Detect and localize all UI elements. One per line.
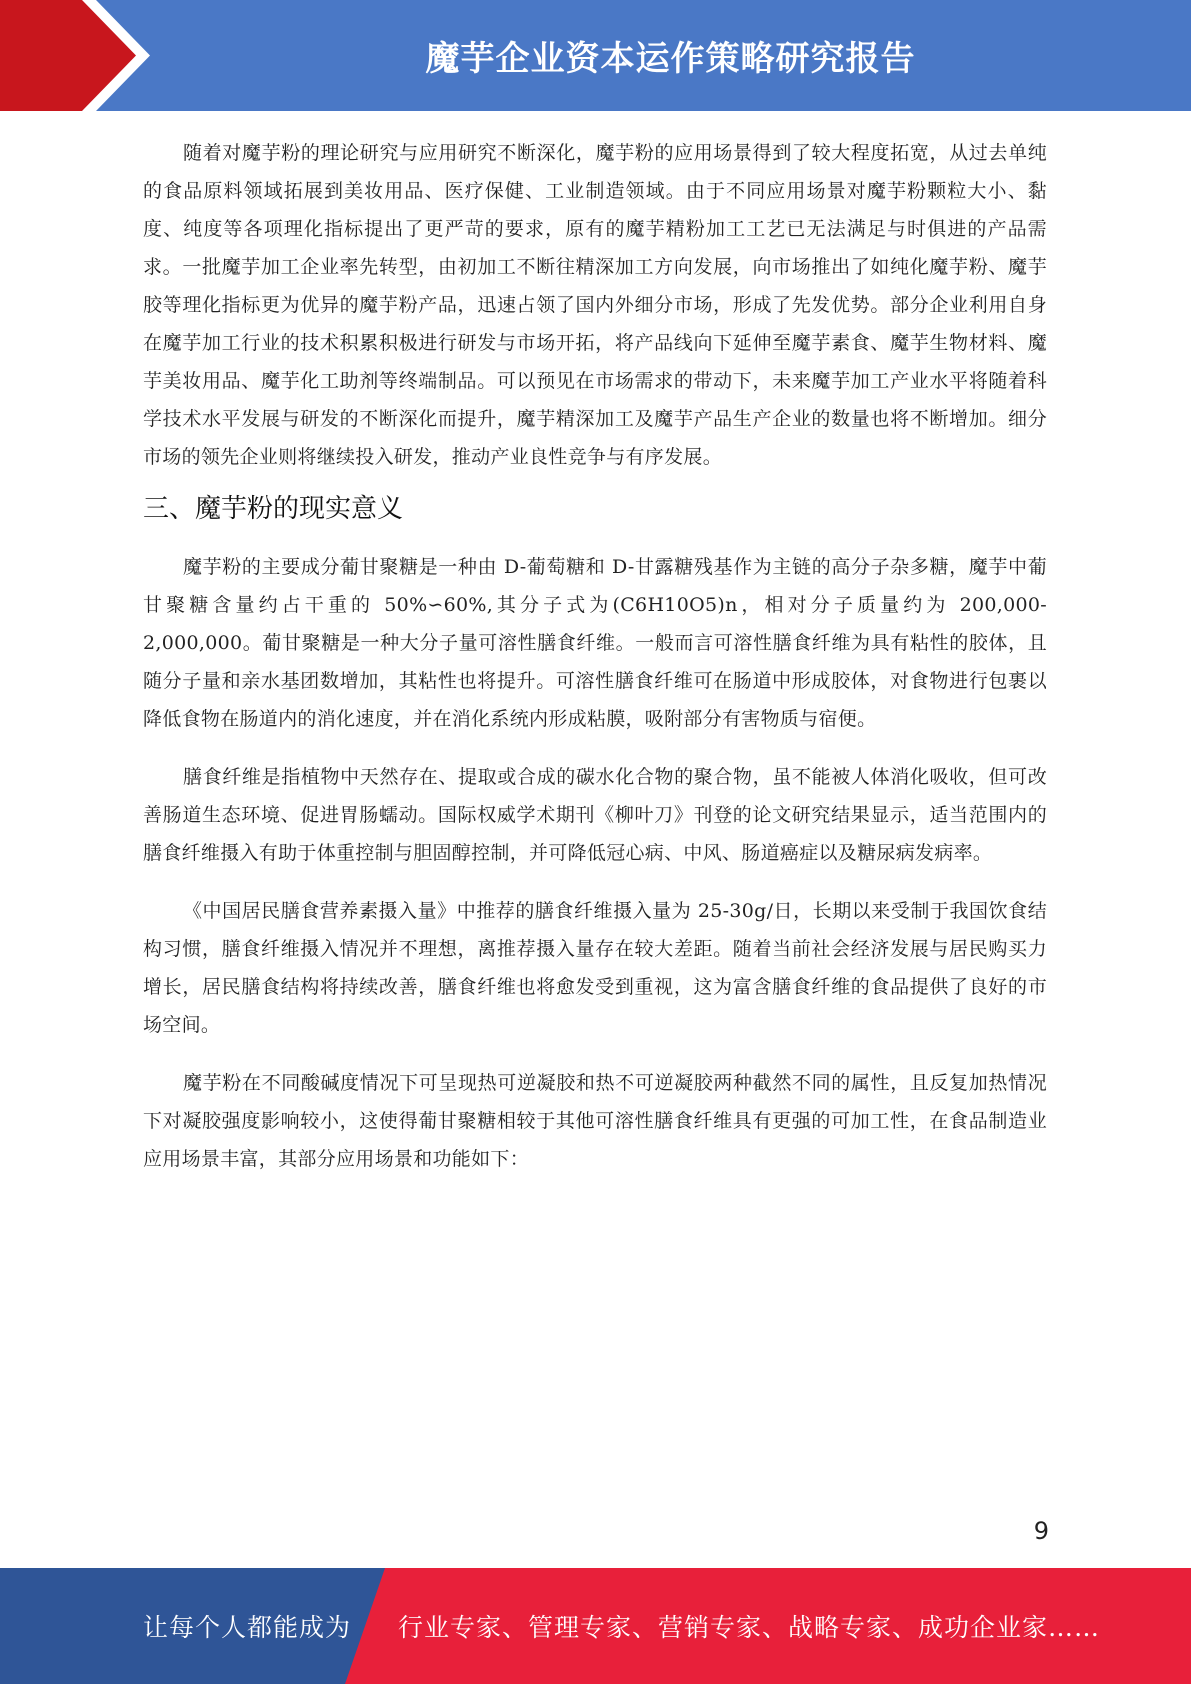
- footer-slogan-left: 让每个人都能成为: [143, 1613, 352, 1642]
- paragraph-5: 魔芋粉在不同酸碱度情况下可呈现热可逆凝胶和热不可逆凝胶两种截然不同的属性，且反复加热情况下对凝胶强度影响较小，这使得葡甘聚糖相较于其他可溶性膳食纤维具有更强的可加工性，在食品制造业应用场景丰富，其部分应用场景和功能如下：: [143, 1072, 1047, 1170]
- page-number: 9: [1033, 1517, 1049, 1545]
- paragraph-3: 膳食纤维是指植物中天然存在、提取或合成的碳水化合物的聚合物，虽不能被人体消化吸收，但可改善肠道生态环境、促进胃肠蠕动。国际权威学术期刊《柳叶刀》刊登的论文研究结果显示，适当范围内的膳食纤维摄入有助于体重控制与胆固醇控制，并可降低冠心病、中风、肠道癌症以及糖尿病发病率。: [143, 766, 1047, 864]
- paragraph-2: 魔芋粉的主要成分葡甘聚糖是一种由 D-葡萄糖和 D-甘露糖残基作为主链的高分子杂多糖，魔芋中葡甘聚糖含量约占干重的 50%∽60%,其分子式为(C6H10O5)n，相对分子质量约为 200,000-2,000,000。葡甘聚糖是一种大分子量可溶性膳食纤维。一般而言可溶性膳食纤维为具有粘性的胶体，且随分子量和亲水基团数增加，其粘性也将提升。可溶性膳食纤维可在肠道中形成胶体，对食物进行包裹以降低食物在肠道内的消化速度，并在消化系统内形成粘膜，吸附部分有害物质与宿便。: [143, 556, 1047, 730]
- paragraph-4: 《中国居民膳食营养素摄入量》中推荐的膳食纤维摄入量为 25-30g/日，长期以来受制于我国饮食结构习惯，膳食纤维摄入情况并不理想，离推荐摄入量存在较大差距。随着当前社会经济发展与居民购买力增长，居民膳食结构将持续改善，膳食纤维也将愈发受到重视，这为富含膳食纤维的食品提供了良好的市场空间。: [143, 900, 1047, 1036]
- section-title: 三、魔芋粉的现实意义: [143, 494, 404, 524]
- header-title: 魔芋企业资本运作策略研究报告: [425, 39, 916, 79]
- page-footer: [0, 1568, 1191, 1684]
- page-header: [0, 0, 1191, 111]
- main-content: [143, 134, 1047, 1178]
- paragraph-1: 随着对魔芋粉的理论研究与应用研究不断深化，魔芋粉的应用场景得到了较大程度拓宽，从过去单纯的食品原料领域拓展到美妆用品、医疗保健、工业制造领域。由于不同应用场景对魔芋粉颗粒大小、黏度、纯度等各项理化指标提出了更严苛的要求，原有的魔芋精粉加工工艺已无法满足与时俱进的产品需求。一批魔芋加工企业率先转型，由初加工不断往精深加工方向发展，向市场推出了如纯化魔芋粉、魔芋胶等理化指标更为优异的魔芋粉产品，迅速占领了国内外细分市场，形成了先发优势。部分企业利用自身在魔芋加工行业的技术积累积极进行研发与市场开拓，将产品线向下延伸至魔芋素食、魔芋生物材料、魔芋美妆用品、魔芋化工助剂等终端制品。可以预见在市场需求的带动下，未来魔芋加工产业水平将随着科学技术水平发展与研发的不断深化而提升，魔芋精深加工及魔芋产品生产企业的数量也将不断增加。细分市场的领先企业则将继续投入研发，推动产业良性竞争与有序发展。: [143, 142, 1047, 468]
- footer-slogan-right: 行业专家、管理专家、营销专家、战略专家、成功企业家……: [398, 1613, 1101, 1642]
